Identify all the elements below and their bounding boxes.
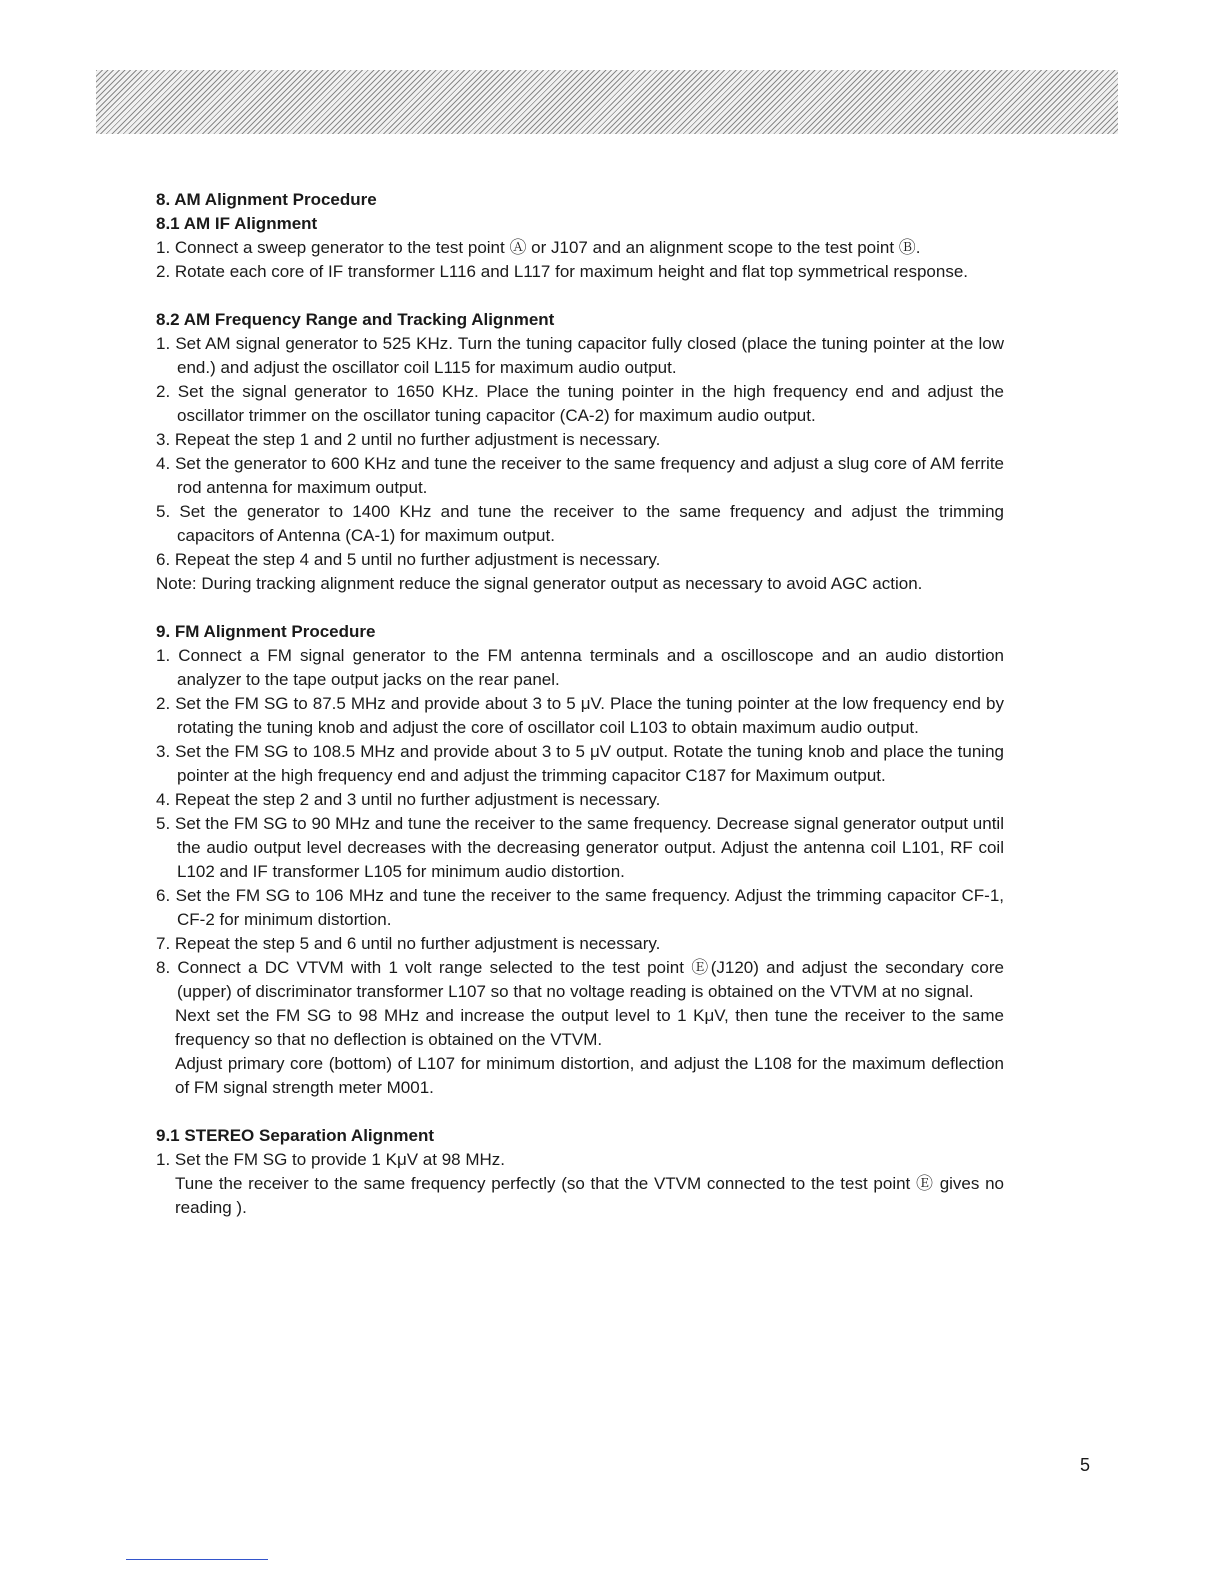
stereo-step: 1. Set the FM SG to provide 1 KμV at 98 MHz. <box>156 1150 505 1169</box>
fm-step: 8. Connect a DC VTVM with 1 volt range selected to the test point Ⓔ(J120) and adjust the secondary core (upper) of discriminator transformer L107 so that no voltage reading is obtained on the VTVM at no signal. <box>156 958 1004 1001</box>
fm-step-continuation: Adjust primary core (bottom) of L107 for minimum distortion, and adjust the L108 for the maximum deflection of FM signal strength meter M001. <box>175 1054 1004 1097</box>
am-tracking-step: 1. Set AM signal generator to 525 KHz. Turn the tuning capacitor fully closed (place the tuning pointer at the low end.) and adjust the oscillator coil L115 for maximum audio output. <box>156 334 1004 377</box>
fm-step: 7. Repeat the step 5 and 6 until no further adjustment is necessary. <box>156 934 661 953</box>
fm-step: 6. Set the FM SG to 106 MHz and tune the receiver to the same frequency. Adjust the trimming capacitor CF-1, CF-2 for minimum distortion. <box>156 886 1004 929</box>
fm-step: 5. Set the FM SG to 90 MHz and tune the receiver to the same frequency. Decrease signal generator output until the audio output level decreases with the decreasing generator output. Adjust the antenna coil L101, RF coil L102 and IF transformer L105 for minimum audio distortion. <box>156 814 1004 881</box>
fm-step: 4. Repeat the step 2 and 3 until no further adjustment is necessary. <box>156 790 661 809</box>
subsection-heading-stereo-separation: 9.1 STEREO Separation Alignment <box>156 1126 435 1145</box>
header-hatch-band <box>96 70 1118 134</box>
stereo-step-continuation: Tune the receiver to the same frequency perfectly (so that the VTVM connected to the test point Ⓔ gives no reading ). <box>175 1174 1004 1217</box>
fm-step-continuation: Next set the FM SG to 98 MHz and increase the output level to 1 KμV, then tune the receiver to the same frequency so that no deflection is obtained on the VTVM. <box>175 1006 1004 1049</box>
subsection-heading-am-tracking: 8.2 AM Frequency Range and Tracking Alignment <box>156 310 555 329</box>
subsection-heading-am-if: 8.1 AM IF Alignment <box>156 214 318 233</box>
am-if-step: 1. Connect a sweep generator to the test point Ⓐ or J107 and an alignment scope to the test point Ⓑ. <box>156 238 921 257</box>
am-tracking-note: Note: During tracking alignment reduce the signal generator output as necessary to avoid AGC action. <box>156 574 923 593</box>
page-number: 5 <box>1080 1455 1091 1475</box>
am-if-step: 2. Rotate each core of IF transformer L116 and L117 for maximum height and flat top symmetrical response. <box>156 262 968 281</box>
fm-step: 2. Set the FM SG to 87.5 MHz and provide about 3 to 5 μV. Place the tuning pointer at the low frequency end by rotating the tuning knob and adjust the core of oscillator coil L103 to obtain maximum audio output. <box>156 694 1004 737</box>
am-tracking-step: 5. Set the generator to 1400 KHz and tune the receiver to the same frequency and adjust the trimming capacitors of Antenna (CA-1) for maximum output. <box>156 502 1004 545</box>
am-tracking-step: 3. Repeat the step 1 and 2 until no further adjustment is necessary. <box>156 430 661 449</box>
document-body <box>156 188 1004 1220</box>
section-heading-fm-alignment: 9. FM Alignment Procedure <box>156 622 376 641</box>
fm-step: 3. Set the FM SG to 108.5 MHz and provide about 3 to 5 μV output. Rotate the tuning knob and place the tuning pointer at the high frequency end and adjust the trimming capacitor C187 for Maximum output. <box>156 742 1004 785</box>
fm-step: 1. Connect a FM signal generator to the FM antenna terminals and a oscilloscope and an audio distortion analyzer to the tape output jacks on the rear panel. <box>156 646 1004 689</box>
section-heading-am-alignment: 8. AM Alignment Procedure <box>156 190 377 209</box>
am-tracking-step: 2. Set the signal generator to 1650 KHz. Place the tuning pointer in the high frequency end and adjust the oscillator trimmer on the oscillator tuning capacitor (CA-2) for maximum audio output. <box>156 382 1004 425</box>
footer-rule <box>126 1559 268 1560</box>
am-tracking-step: 4. Set the generator to 600 KHz and tune the receiver to the same frequency and adjust a slug core of AM ferrite rod antenna for maximum output. <box>156 454 1004 497</box>
am-tracking-step: 6. Repeat the step 4 and 5 until no further adjustment is necessary. <box>156 550 661 569</box>
